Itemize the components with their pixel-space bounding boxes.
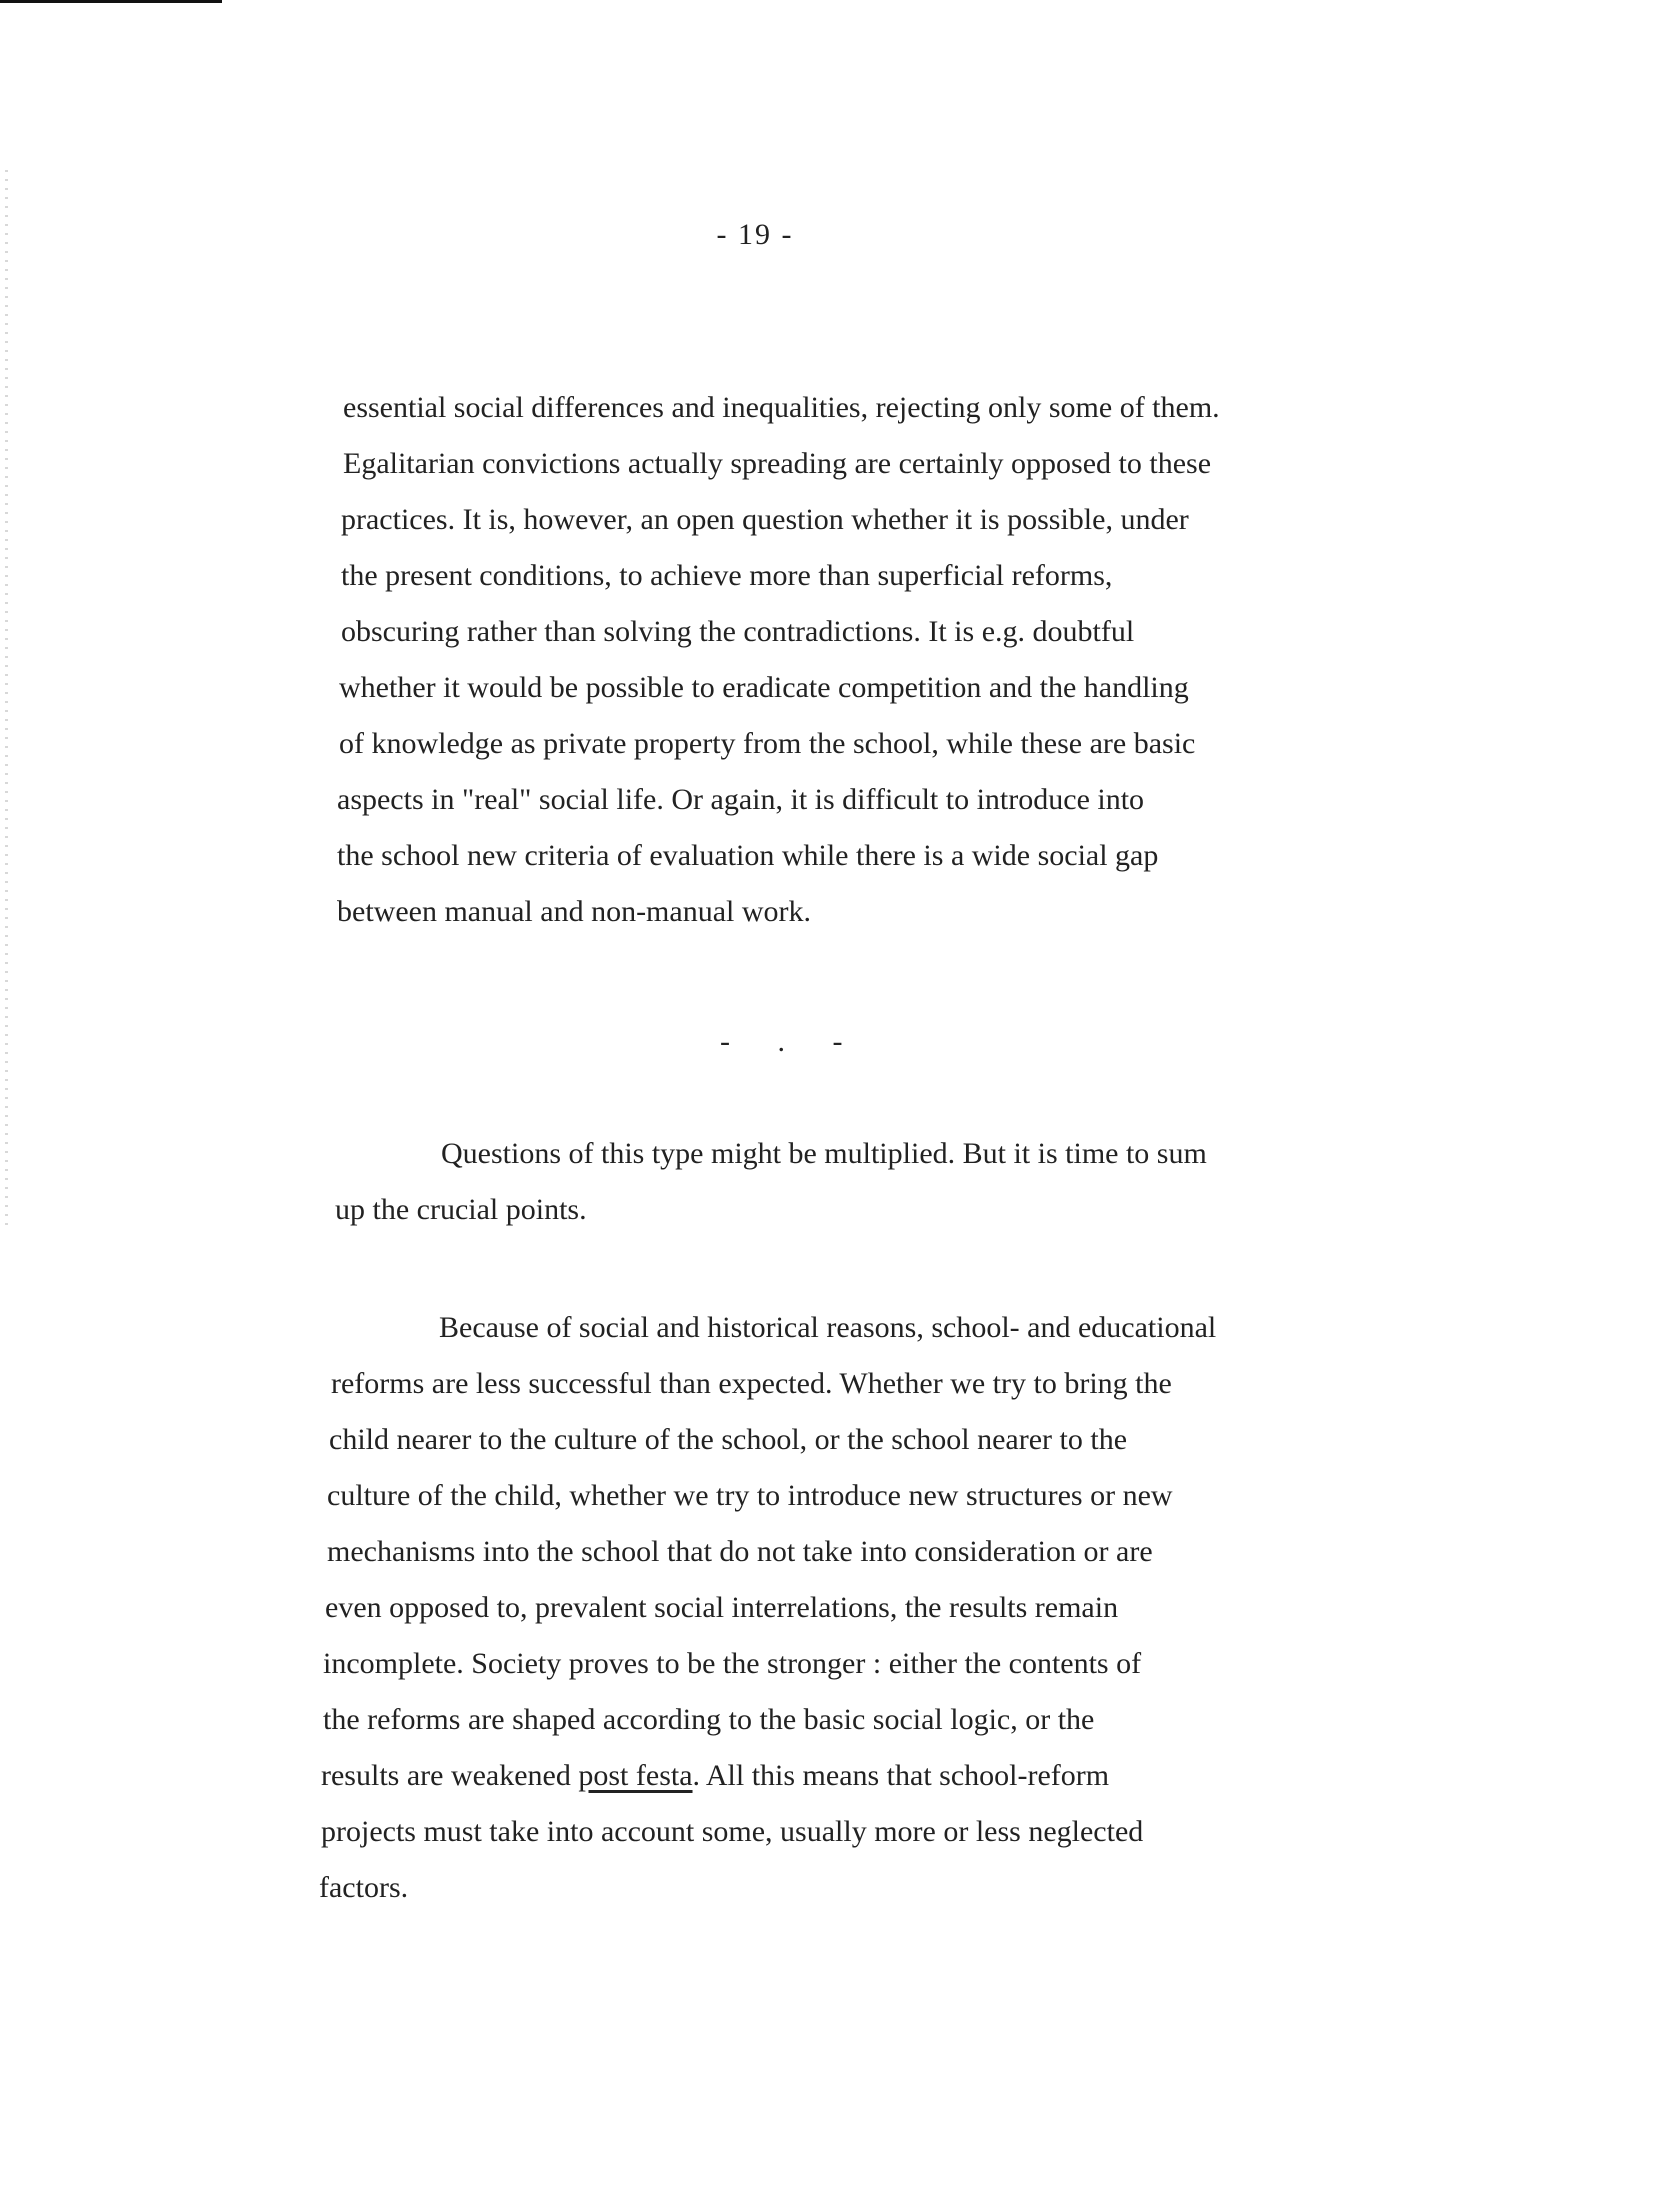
- scan-edge-marks: [5, 170, 8, 1230]
- text-line: Egalitarian convictions actually spreading are certainly opposed to these: [343, 447, 1212, 480]
- text-line: reforms are less successful than expected. Whether we try to bring the: [331, 1367, 1172, 1400]
- text-line: incomplete. Society proves to be the stronger : either the contents of: [323, 1647, 1142, 1680]
- text-line: projects must take into account some, usually more or less neglected: [321, 1815, 1144, 1848]
- text-line: whether it would be possible to eradicate competition and the handling: [339, 671, 1189, 704]
- text-line: Questions of this type might be multiplied. But it is time to sum: [441, 1137, 1207, 1170]
- text-line: the present conditions, to achieve more than superficial reforms,: [341, 559, 1113, 592]
- text-line: practices. It is, however, an open question whether it is possible, under: [341, 503, 1189, 536]
- text-line: aspects in "real" social life. Or again, it is difficult to introduce into: [337, 783, 1145, 816]
- latin-phrase: post festa: [578, 1759, 693, 1792]
- text-line: child nearer to the culture of the school, or the school nearer to the: [329, 1423, 1128, 1456]
- text-line: the school new criteria of evaluation while there is a wide social gap: [337, 839, 1159, 872]
- text-line: up the crucial points.: [335, 1193, 587, 1226]
- text-line: even opposed to, prevalent social interrelations, the results remain: [325, 1591, 1119, 1624]
- text-line: of knowledge as private property from the school, while these are basic: [339, 727, 1196, 760]
- text-line: [321, 1758, 1109, 1794]
- text-line: culture of the child, whether we try to introduce new structures or new: [327, 1479, 1173, 1512]
- text-line: obscuring rather than solving the contradictions. It is e.g. doubtful: [341, 615, 1135, 648]
- section-separator: - . -: [720, 1025, 863, 1058]
- text-line: factors.: [319, 1871, 409, 1904]
- text-line: essential social differences and inequalities, rejecting only some of them.: [343, 391, 1220, 424]
- text-line: mechanisms into the school that do not take into consideration or are: [327, 1535, 1153, 1568]
- text-run: . All this means that school-reform: [692, 1759, 1110, 1792]
- text-line: Because of social and historical reasons, school- and educational: [439, 1311, 1217, 1344]
- text-line: the reforms are shaped according to the basic social logic, or the: [323, 1703, 1095, 1736]
- text-run: results are weakened: [321, 1759, 579, 1792]
- page-number: - 19 -: [716, 218, 794, 251]
- text-line: between manual and non-manual work.: [337, 895, 812, 928]
- top-edge-rule: [0, 0, 222, 3]
